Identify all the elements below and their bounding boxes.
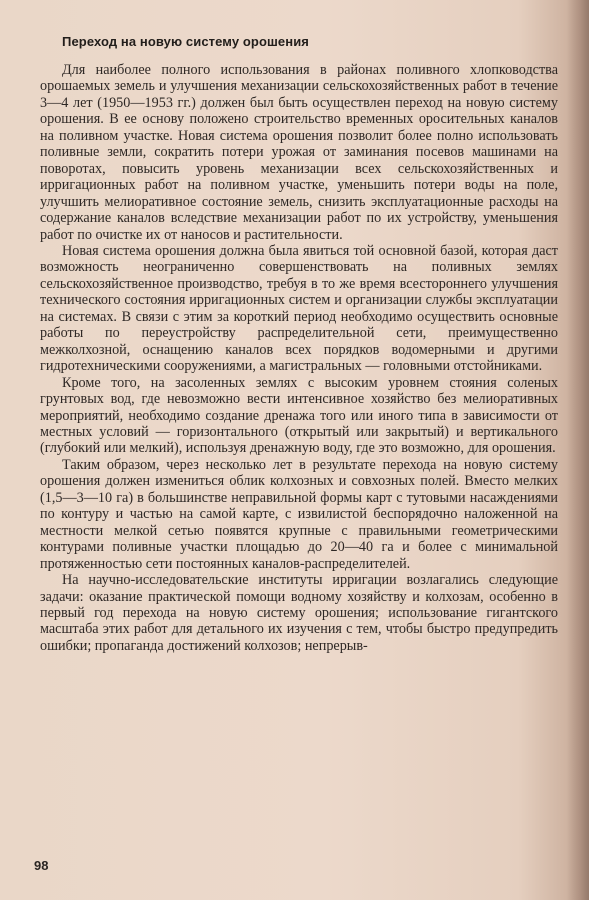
paragraph: Кроме того, на засоленных землях с высоким уровнем стояния соленых грунтовых вод, где невозможно вести интенсивное хозяйство без мелиоративных мероприятий, необходимо создание дренажа того или иного типа в зависимости от местных условий — горизонтального (открытый или закрытый) и вертикального (глубокий или мелкий), используя дренажную воду, где это возможно, для орошения. (40, 374, 558, 457)
paragraph: На научно-исследовательские институты ирригации возлагались следующие задачи: оказание практической помощи водному хозяйству и колхозам, особенно в первый год перехода на новую систему орошения; использование гигантского масштаба этих работ для детального их изучения с тем, чтобы быстро предупредить ошибки; пропаганда достижений колхозов; непрерыв- (40, 572, 558, 654)
page-number: 98 (34, 858, 49, 873)
paragraph: Новая система орошения должна была явиться той основной базой, которая даст возможность неограниченно совершенствовать на поливных землях сельскохозяйственное производство, требуя в то же время всестороннего улучшения технического состояния ирригационных систем и организации службы эксплуатации на системах. В связи с этим за короткий период необходимо осуществить основные работы по переустройству распределительной сети, преимущественно межколхозной, оснащению каналов всех порядков водомерными и другими гидротехническими сооружениями, а магистральных — головными отстойниками. (40, 242, 558, 375)
paragraph: Таким образом, через несколько лет в результате перехода на новую систему орошения должен измениться облик колхозных и совхозных полей. Вместо мелких (1,5—3—10 га) в большинстве неправильной формы карт с тутовыми насаждениями по контуру и частью на самой карте, с извилистой беспорядочно наложенной на местности мелкой сетью появятся крупные с правильными геометрическими контурами поливные участки площадью до 20—40 га и более с минимальной протяженностью сети постоянных каналов-распределителей. (40, 456, 558, 572)
section-heading: Переход на новую систему орошения (62, 34, 309, 49)
body-text (40, 62, 558, 654)
paragraph: Для наиболее полного использования в районах поливного хлопководства орошаемых земель и улучшения механизации сельскохозяйственных работ в течение 3—4 лет (1950—1953 гг.) должен был быть осуществлен переход на новую систему орошения. В ее основу положено строительство временных оросительных каналов на поливном участке. Новая система орошения позволит более полно использовать поливные земли, сократить потери урожая от заминания посевов машинами на поворотах, повысить уровень механизации всех сельскохозяйственных и ирригационных работ на поливном участке, уменьшить потери воды на поле, улучшить мелиоративное состояние земель, снизить эксплуатационные расходы на содержание каналов вследствие механизации работ по их устройству, уменьшения работ по очистке их от наносов и растительности. (40, 62, 558, 243)
